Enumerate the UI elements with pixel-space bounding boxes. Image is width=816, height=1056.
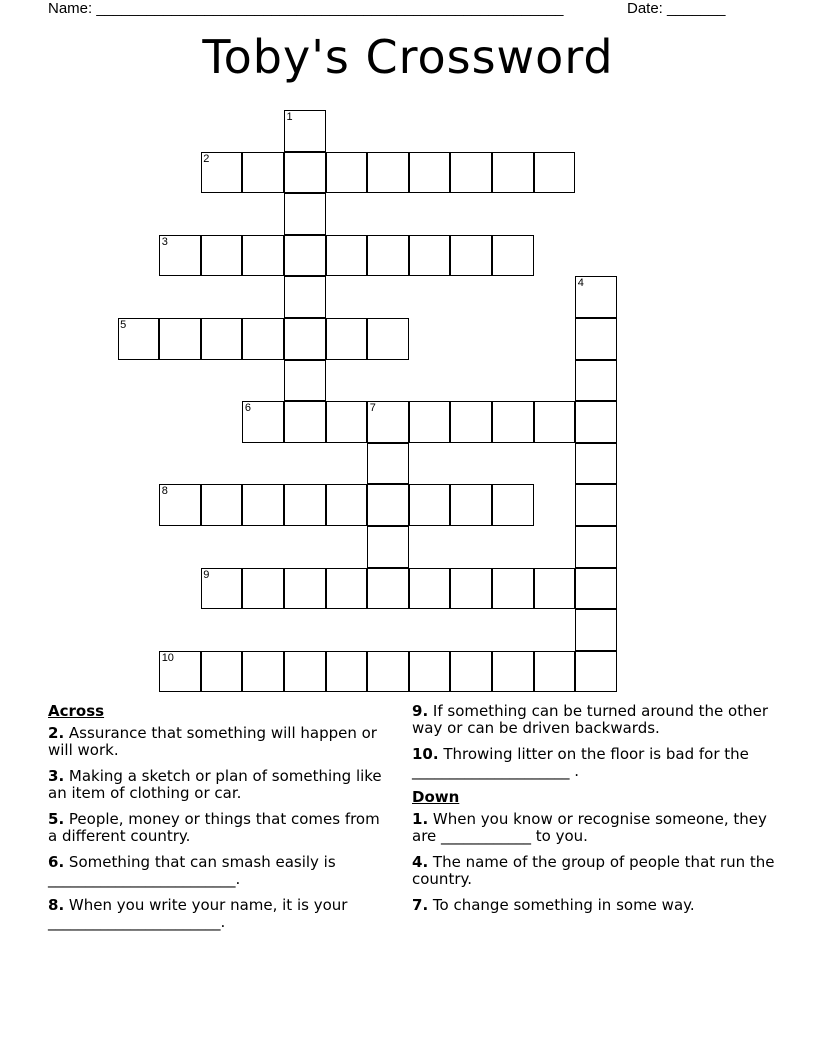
grid-cell[interactable] xyxy=(367,318,409,360)
grid-cell[interactable] xyxy=(284,484,326,526)
grid-cell[interactable] xyxy=(575,651,617,693)
grid-cell[interactable] xyxy=(367,484,409,526)
grid-cell[interactable] xyxy=(575,484,617,526)
grid-cell[interactable] xyxy=(409,401,451,443)
grid-cell[interactable] xyxy=(492,235,534,277)
clue-number-7: 7 xyxy=(369,402,376,415)
grid-cell[interactable] xyxy=(450,401,492,443)
clue-across-8: 8. When you write your name, it is your _______________________. xyxy=(48,896,348,931)
grid-cell[interactable] xyxy=(534,401,576,443)
grid-cell[interactable] xyxy=(242,152,284,194)
clues-left-column xyxy=(48,703,388,940)
grid-cell[interactable] xyxy=(201,318,243,360)
grid-cell[interactable] xyxy=(326,484,368,526)
grid-cell[interactable] xyxy=(367,152,409,194)
clue-number-4: 4 xyxy=(577,277,584,290)
grid-cell[interactable] xyxy=(534,152,576,194)
grid-cell[interactable] xyxy=(409,235,451,277)
grid-cell[interactable] xyxy=(367,526,409,568)
grid-cell[interactable] xyxy=(284,568,326,610)
grid-cell[interactable] xyxy=(450,235,492,277)
grid-cell[interactable] xyxy=(534,651,576,693)
grid-cell[interactable] xyxy=(367,651,409,693)
name-field-line: Name: ________________________________________________________ xyxy=(48,0,564,17)
date-field-line: Date: _______ xyxy=(627,0,726,17)
grid-cell[interactable] xyxy=(326,152,368,194)
grid-cell[interactable] xyxy=(284,193,326,235)
clue-number-10: 10 xyxy=(161,651,174,664)
grid-cell[interactable] xyxy=(326,401,368,443)
puzzle-title: Toby's Crossword xyxy=(202,30,614,84)
grid-cell[interactable] xyxy=(284,651,326,693)
clue-across-10: 10. Throwing litter on the floor is bad for the _____________________ . xyxy=(412,745,749,780)
clue-across-9: 9. If something can be turned around the other way or can be driven backwards. xyxy=(412,702,768,737)
grid-cell[interactable] xyxy=(575,401,617,443)
grid-cell[interactable] xyxy=(284,152,326,194)
grid-cell[interactable] xyxy=(284,360,326,402)
down-heading: Down xyxy=(412,788,460,806)
grid-cell[interactable] xyxy=(367,235,409,277)
grid-cell[interactable] xyxy=(534,568,576,610)
grid-cell[interactable] xyxy=(575,443,617,485)
grid-cell[interactable] xyxy=(326,235,368,277)
clues-right-column xyxy=(412,703,782,923)
grid-cell[interactable] xyxy=(284,235,326,277)
grid-cell[interactable] xyxy=(450,484,492,526)
grid-cell[interactable] xyxy=(575,318,617,360)
clue-across-5: 5. People, money or things that comes from a different country. xyxy=(48,810,380,845)
clue-down-1: 1. When you know or recognise someone, they are ____________ to you. xyxy=(412,810,767,845)
grid-cell[interactable] xyxy=(242,651,284,693)
grid-cell[interactable] xyxy=(409,484,451,526)
grid-cell[interactable] xyxy=(242,568,284,610)
grid-cell[interactable] xyxy=(201,651,243,693)
grid-cell[interactable] xyxy=(367,443,409,485)
grid-cell[interactable] xyxy=(492,651,534,693)
clue-down-4: 4. The name of the group of people that run the country. xyxy=(412,853,775,888)
grid-cell[interactable] xyxy=(159,318,201,360)
clue-number-2: 2 xyxy=(203,152,210,165)
grid-cell[interactable] xyxy=(242,318,284,360)
grid-cell[interactable] xyxy=(575,360,617,402)
clue-number-9: 9 xyxy=(203,568,210,581)
clue-down-7: 7. To change something in some way. xyxy=(412,896,695,914)
grid-cell[interactable] xyxy=(492,568,534,610)
grid-cell[interactable] xyxy=(367,568,409,610)
clue-number-5: 5 xyxy=(120,319,127,331)
grid-cell[interactable] xyxy=(409,651,451,693)
grid-cell[interactable] xyxy=(242,484,284,526)
across-heading: Across xyxy=(48,702,105,720)
grid-cell[interactable] xyxy=(284,401,326,443)
clue-across-6: 6. Something that can smash easily is _________________________. xyxy=(48,853,336,888)
clue-across-3: 3. Making a sketch or plan of something like an item of clothing or car. xyxy=(48,767,382,802)
grid-cell[interactable] xyxy=(326,651,368,693)
clue-across-2: 2. Assurance that something will happen or will work. xyxy=(48,724,377,759)
clue-number-8: 8 xyxy=(161,485,168,498)
grid-cell[interactable] xyxy=(326,318,368,360)
grid-cell[interactable] xyxy=(450,152,492,194)
clue-number-1: 1 xyxy=(286,111,293,123)
grid-cell[interactable] xyxy=(201,484,243,526)
grid-cell[interactable] xyxy=(284,318,326,360)
grid-cell[interactable] xyxy=(242,235,284,277)
grid-cell[interactable] xyxy=(326,568,368,610)
clue-number-6: 6 xyxy=(244,402,252,415)
grid-cell[interactable] xyxy=(450,568,492,610)
grid-cell[interactable] xyxy=(575,609,617,651)
grid-cell[interactable] xyxy=(492,401,534,443)
grid-cell[interactable] xyxy=(201,235,243,277)
grid-cell[interactable] xyxy=(492,484,534,526)
grid-cell[interactable] xyxy=(575,526,617,568)
grid-cell[interactable] xyxy=(575,568,617,610)
grid-cell[interactable] xyxy=(409,152,451,194)
grid-cell[interactable] xyxy=(492,152,534,194)
clue-number-3: 3 xyxy=(161,235,168,248)
grid-cell[interactable] xyxy=(284,276,326,318)
grid-cell[interactable] xyxy=(450,651,492,693)
grid-cell[interactable] xyxy=(409,568,451,610)
